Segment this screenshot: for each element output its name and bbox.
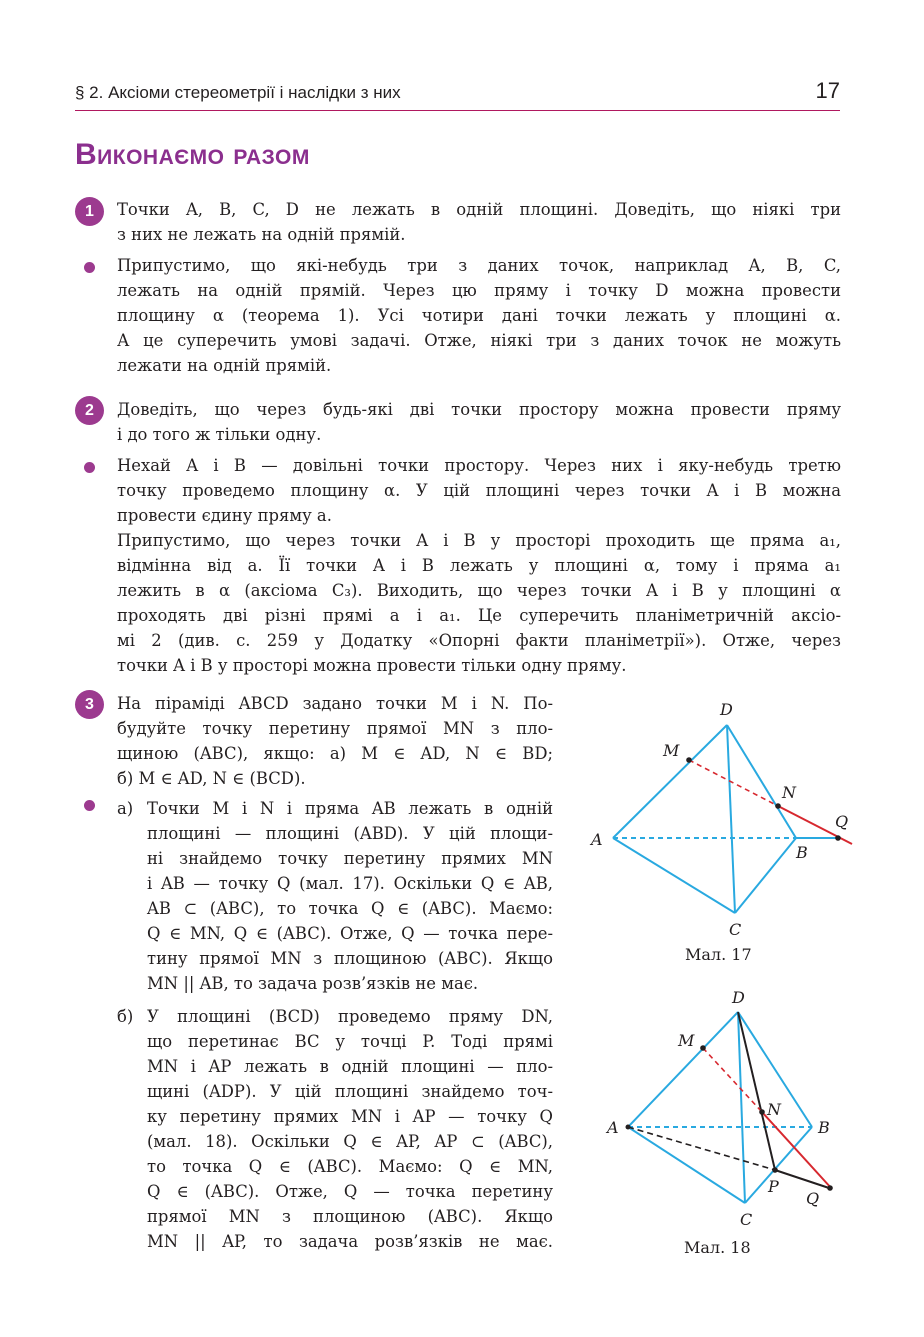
part-a-label: а) [117,799,134,818]
point-Q [827,1185,833,1191]
edge-AC [628,1127,745,1203]
label-D: D [732,988,745,1007]
part-b-label: б) [117,1007,134,1026]
problem1-statement [117,197,841,247]
text-line: мі 2 (див. с. 259 у Додатку «Опорні факти планіметрії»). Отже, через [117,631,841,650]
problem2-solution [117,453,841,678]
text-line: і AB — точку Q (мал. 17). Оскільки Q ∈ AB, [147,874,553,893]
label-N: N [782,783,796,802]
label-D: D [720,700,733,719]
text-line: лежати на одній прямій. [117,356,332,375]
figure-17-caption: Мал. 17 [685,945,752,964]
edge-DC [727,725,735,913]
text-line: Доведіть, що через будь-які дві точки простору можна провести пряму [117,400,841,419]
text-line: На піраміді ABCD задано точки M і N. По- [117,694,553,713]
text-line: AB ⊂ (ABC), то точка Q ∈ (ABC). Маємо: [147,899,553,918]
text-line: MN || AP, то задача розв’язків не має. [147,1232,553,1251]
text-line: Припустимо, що через точки A і B у просторі проходить ще пряма a₁, [117,531,841,550]
text-line: лежить в α (аксіома C₃). Виходить, що через точки A і B у площині α [117,581,841,600]
text-line: тину прямої MN з площиною (ABC). Якщо [147,949,553,968]
label-B: B [818,1118,830,1137]
text-line: прямої MN з площиною (ABC). Якщо [147,1207,553,1226]
problem-number-badge: 3 [75,690,104,719]
label-Q: Q [835,812,849,831]
figure-18-caption: Мал. 18 [684,1238,751,1257]
text-line: то точка Q ∈ (ABC). Маємо: Q ∈ MN, [147,1157,553,1176]
text-line: MN || AB, то задача розв’язків не має. [147,974,479,993]
text-line: лежать на одній прямій. Через цю пряму і точку D можна провести [117,281,841,300]
solution-bullet [84,262,95,273]
text-line: будуйте точку перетину прямої MN з пло- [117,719,553,738]
edge-AD [628,1012,738,1127]
edge-DB [727,725,796,838]
problem1-solution [117,253,841,378]
segment-AP-dashed [628,1127,775,1170]
problem3-statement [117,691,553,791]
text-line: площині — площині (ABD). У цій площи- [147,824,553,843]
problem3-part-a [147,796,553,996]
page-number: 17 [815,78,840,103]
text-line: точку проведемо площину α. У цій площині через точки A і B можна [117,481,841,500]
label-A: A [607,1118,619,1137]
text-line: щиною (ABC), якщо: а) M ∈ AD, N ∈ BD; [117,744,553,763]
text-line: і до того ж тільки одну. [117,425,322,444]
text-line: Точки A, B, C, D не лежать в одній площині. Доведіть, що ніякі три [117,200,841,219]
problem-number-badge: 2 [75,396,104,425]
text-line: площину α (теорема 1). Усі чотири дані точки лежать у площині α. [117,306,841,325]
figure-17-pyramid [585,695,865,945]
point-Q [835,835,841,841]
text-line: Q ∈ (ABC). Отже, Q — точка перетину [147,1182,553,1201]
text-line: б) M ∈ AD, N ∈ (BCD). [117,769,306,788]
text-line: ку перетину прямих MN і AP — точку Q [147,1107,553,1126]
text-line: відмінна від a. Її точки A і B лежать у площині α, тому і пряма a₁ [117,556,841,575]
solution-bullet [84,462,95,473]
text-line: А це суперечить умові задачі. Отже, ніякі три з даних точок не можуть [117,331,841,350]
point-M [686,757,692,763]
point-N [759,1109,765,1115]
label-C: C [740,1210,753,1229]
label-P: P [768,1177,779,1196]
text-line: Q ∈ MN, Q ∈ (ABC). Отже, Q — точка пере- [147,924,553,943]
text-line: MN і AP лежать в одній площині — пло- [147,1057,553,1076]
solution-bullet [84,800,95,811]
running-header [75,80,840,111]
text-line: Точки M і N і пряма AB лежать в одній [147,799,553,818]
text-line: Припустимо, що які-небудь три з даних точок, наприклад A, B, C, [117,256,841,275]
point-M [700,1045,706,1051]
text-line: точки A і B у просторі можна провести тільки одну пряму. [117,656,627,675]
section-title: § 2. Аксіоми стереометрії і наслідки з них [75,83,401,102]
label-Q: Q [806,1189,820,1208]
segment-MN-dashed [689,760,778,806]
label-A: A [591,830,603,849]
label-M: M [663,741,680,760]
edge-CB [735,838,796,913]
point-N [775,803,781,809]
label-C: C [729,920,742,939]
text-line: (мал. 18). Оскільки Q ∈ AP, AP ⊂ (ABC), [147,1132,553,1151]
text-line: що перетинає BC у точці P. Тоді прямі [147,1032,553,1051]
label-N: N [767,1100,781,1119]
page-title: Виконаємо разом [75,138,310,171]
figure-18-pyramid [600,985,850,1235]
text-line: проходять дві різні прямі a і a₁. Це суперечить планіметричній аксіо- [117,606,841,625]
edge-AC [613,838,735,913]
point-A [626,1125,631,1130]
text-line: провести єдину пряму a. [117,506,332,525]
problem2-statement [117,397,841,447]
text-line: щині (ADP). У цій площині знайдемо точ- [147,1082,553,1101]
label-M: M [678,1031,695,1050]
text-line: ні знайдемо точку перетину прямих MN [147,849,553,868]
problem-number-badge: 1 [75,197,104,226]
text-line: У площині (BCD) проведемо пряму DN, [147,1007,553,1026]
problem3-part-b [147,1004,553,1254]
point-P [772,1167,778,1173]
label-B: B [796,843,808,862]
text-line: Нехай A і B — довільні точки простору. Через них і яку-небудь третю [117,456,841,475]
text-line: з них не лежать на одній прямій. [117,225,406,244]
